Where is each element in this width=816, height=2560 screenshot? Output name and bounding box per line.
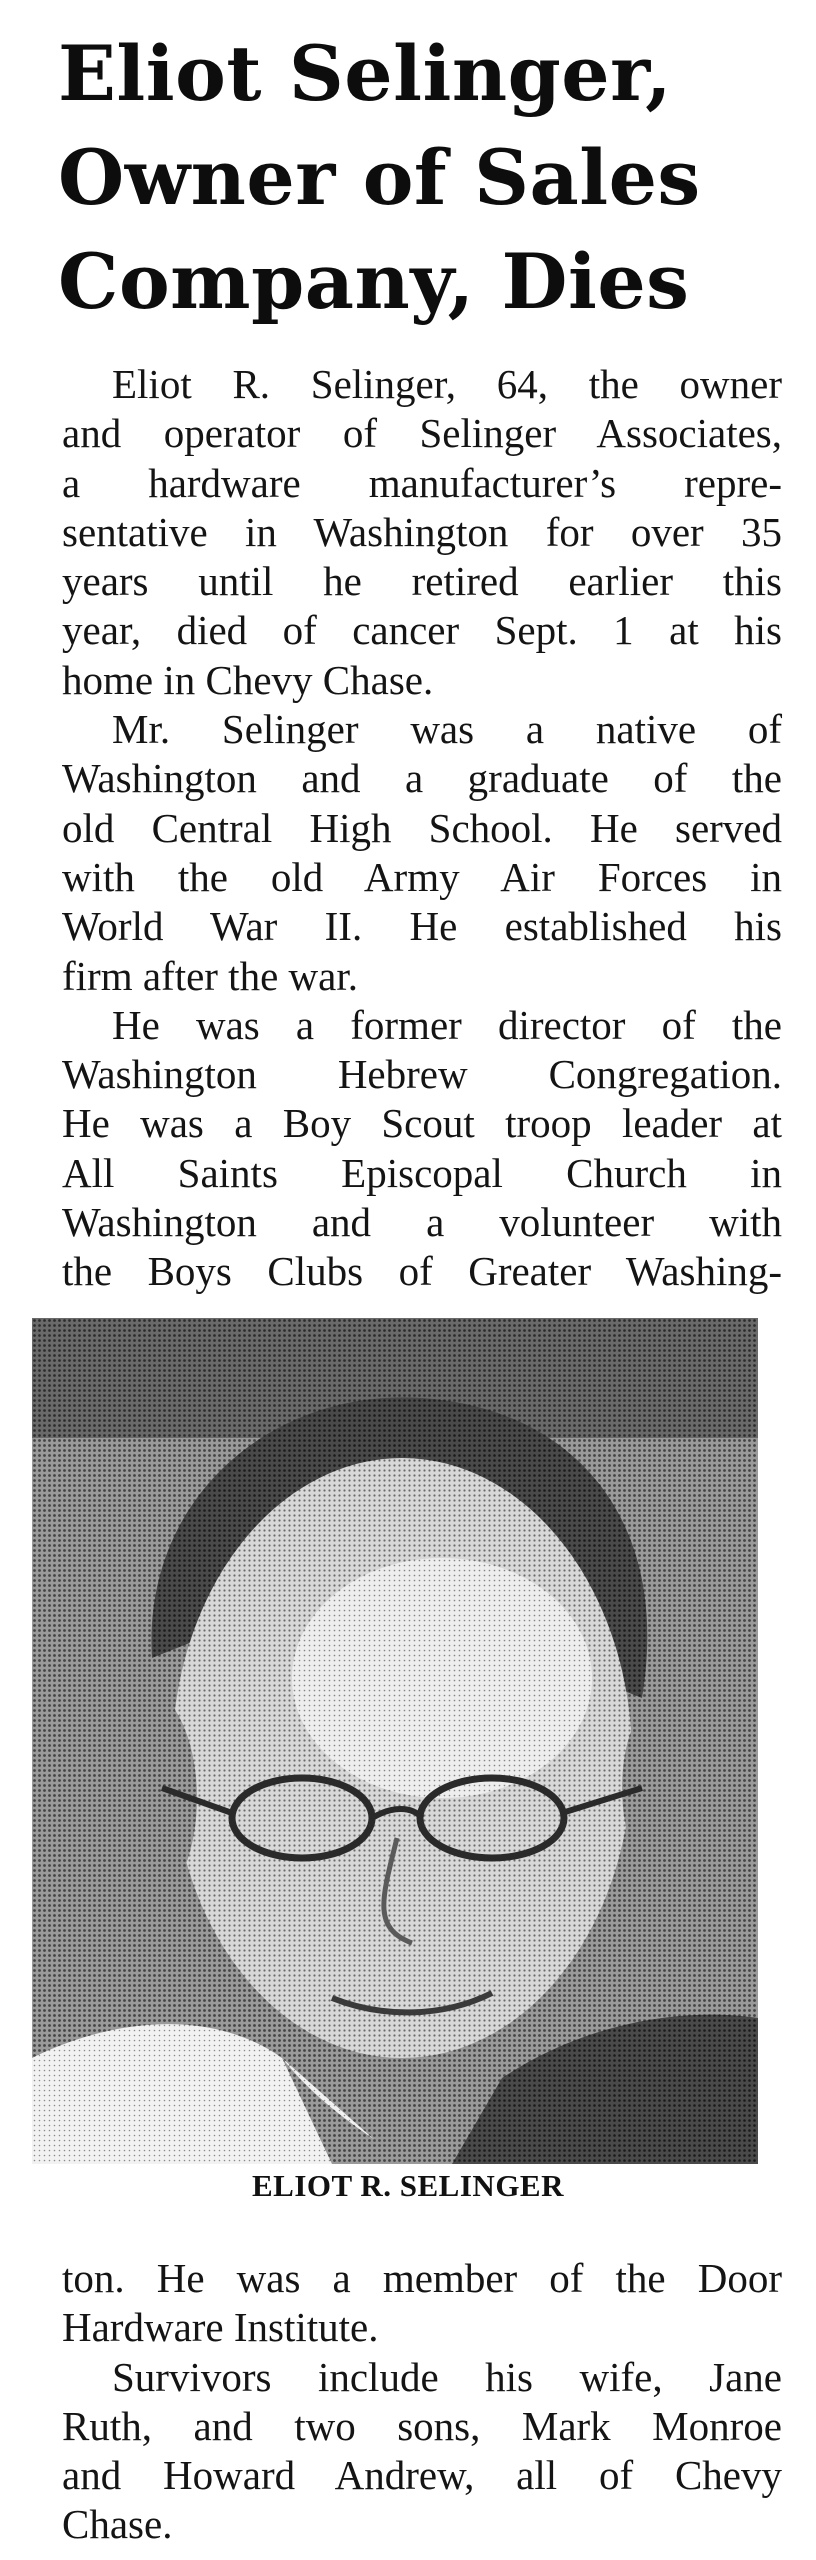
- text-line: Mr. Selinger was a native of: [112, 706, 782, 753]
- photo-caption: ELIOT R. SELINGER: [251, 2168, 564, 2203]
- headline-line: Company, Dies: [58, 237, 690, 326]
- text-line: Washington Hebrew Congregation.: [62, 1051, 782, 1098]
- text-line: home in Chevy Chase.: [62, 656, 434, 703]
- text-line: Ruth, and two sons, Mark Monroe: [62, 2402, 782, 2449]
- text-line: Washington and a volunteer with: [62, 1199, 782, 1246]
- paragraph: [62, 2353, 782, 2550]
- text-line: years until he retired earlier this: [62, 558, 782, 605]
- text-line: Washington and a graduate of the: [62, 755, 782, 802]
- text-line: the Boys Clubs of Greater Washing-: [62, 1248, 782, 1295]
- text-line: World War II. He established his: [62, 903, 782, 950]
- text-line: ton. He was a member of the Door: [62, 2255, 782, 2301]
- article-body-top: [62, 360, 782, 1297]
- text-line: He was a Boy Scout troop leader at: [62, 1100, 782, 1147]
- text-line: with the old Army Air Forces in: [62, 853, 782, 900]
- text-line: Chase.: [62, 2501, 173, 2548]
- text-line: sentative in Washington for over 35: [62, 508, 782, 555]
- text-line: and Howard Andrew, all of Chevy: [62, 2452, 782, 2499]
- text-line: and operator of Selinger Associates,: [62, 410, 782, 457]
- portrait-illustration: [32, 1318, 758, 2164]
- text-line: a hardware manufacturer’s repre-: [62, 459, 782, 506]
- text-line: Survivors include his wife, Jane: [112, 2353, 782, 2400]
- text-line: old Central High School. He served: [62, 804, 782, 851]
- paragraph: [62, 360, 782, 705]
- headline: [58, 22, 778, 334]
- text-line: Hardware Institute.: [62, 2304, 379, 2351]
- portrait-photo: [32, 1318, 758, 2164]
- text-line: firm after the war.: [62, 952, 358, 999]
- headline-line: Eliot Selinger,: [58, 29, 673, 118]
- text-line: He was a former director of the: [112, 1001, 782, 1048]
- article-body-bottom: [62, 2254, 782, 2550]
- paragraph: [62, 705, 782, 1001]
- headline-line: Owner of Sales: [58, 133, 701, 222]
- paragraph: [62, 1001, 782, 1297]
- text-line: Eliot R. Selinger, 64, the owner: [112, 361, 782, 407]
- text-line: year, died of cancer Sept. 1 at his: [62, 607, 782, 654]
- text-line: All Saints Episcopal Church in: [62, 1149, 782, 1196]
- paragraph: [62, 2254, 782, 2353]
